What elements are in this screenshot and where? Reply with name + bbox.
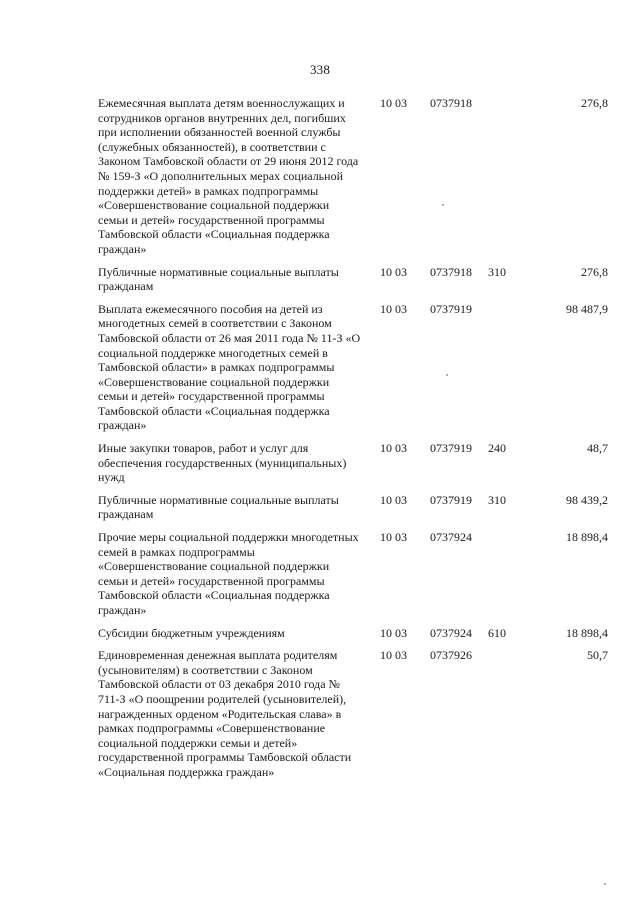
row-expense-type: 240 — [488, 441, 506, 456]
row-amount: 48,7 — [587, 441, 608, 456]
row-section-code: 10 03 — [380, 441, 407, 456]
row-section-code: 10 03 — [380, 492, 407, 507]
row-amount: 18 898,4 — [566, 530, 608, 545]
row-name: Иные закупки товаров, работ и услуг для обеспечения государственных (муниципальных) нужд — [98, 441, 347, 485]
row-amount: 98 487,9 — [566, 301, 608, 316]
row-amount: 50,7 — [587, 648, 608, 663]
row-expense-type: 310 — [488, 264, 506, 279]
row-section-code: 10 03 — [380, 625, 407, 640]
row-target-code: 0737919 — [430, 301, 472, 316]
table-row — [98, 265, 608, 294]
row-amount: 18 898,4 — [566, 625, 608, 640]
row-name: Выплата ежемесячного пособия на детей из многодетных семей в соответствии с Законом Тамбовской области от 26 мая 2011 года № 11-З «О социальной поддержке многодетных семей в Тамбовской области» в рамках подпрограммы «Совершенствование социальной поддержки семьи и детей» государственной программы Тамбовской области «Социальная поддержка граждан» — [98, 301, 361, 433]
row-target-code: 0737918 — [430, 264, 472, 279]
table-row — [98, 648, 608, 779]
table-row — [98, 493, 608, 522]
scan-speck — [446, 374, 448, 376]
table-row — [98, 302, 608, 433]
row-target-code: 0737924 — [430, 530, 472, 545]
row-target-code: 0737918 — [430, 96, 472, 110]
row-section-code: 10 03 — [380, 530, 407, 545]
scan-speck — [604, 883, 606, 885]
row-section-code: 10 03 — [380, 96, 407, 110]
row-name: Прочие меры социальной поддержки многодетных семей в рамках подпрограммы «Совершенствование социальной поддержки семьи и детей» государственной программы Тамбовской области «Социальная поддержка граждан» — [98, 530, 359, 617]
row-amount: 98 439,2 — [566, 492, 608, 507]
row-section-code: 10 03 — [380, 648, 407, 663]
row-amount: 276,8 — [581, 264, 608, 279]
row-amount: 276,8 — [581, 96, 608, 110]
row-target-code: 0737926 — [430, 648, 472, 663]
row-expense-type: 610 — [488, 625, 506, 640]
row-name: Субсидии бюджетным учреждениям — [98, 625, 285, 640]
scan-speck — [442, 204, 444, 206]
row-name: Единовременная денежная выплата родителям (усыновителям) в соответствии с Законом Тамбовской области от 03 декабря 2010 года № 711-З «О поощрении родителей (усыновителей), награжденных орденом «Родительская слава» в рамках подпрограммы «Совершенствование социальной поддержки семьи и детей» государственной программы Тамбовской области «Социальная поддержка граждан» — [98, 648, 352, 779]
row-target-code: 0737919 — [430, 492, 472, 507]
budget-table — [98, 96, 608, 788]
row-name: Публичные нормативные социальные выплаты гражданам — [98, 264, 339, 294]
table-row — [98, 441, 608, 485]
table-row — [98, 96, 608, 257]
table-row — [98, 626, 608, 641]
table-row — [98, 530, 608, 618]
row-section-code: 10 03 — [380, 264, 407, 279]
page-number: 338 — [309, 62, 331, 77]
row-target-code: 0737919 — [430, 441, 472, 456]
row-name: Публичные нормативные социальные выплаты гражданам — [98, 492, 339, 522]
row-section-code: 10 03 — [380, 301, 407, 316]
row-expense-type: 310 — [488, 492, 506, 507]
row-target-code: 0737924 — [430, 625, 472, 640]
row-name: Ежемесячная выплата детям военнослужащих и сотрудников органов внутренних дел, погибших при исполнении обязанностей военной службы (служебных обязанностей), в соответствии с Законом Тамбовской области от 29 июня 2012 года № 159-З «О дополнительных мерах социальной поддержки детей» в рамках подпрограммы «Совершенствование социальной поддержки семьи и детей» государственной программы Тамбовской области «Социальная поддержка граждан» — [98, 96, 359, 256]
